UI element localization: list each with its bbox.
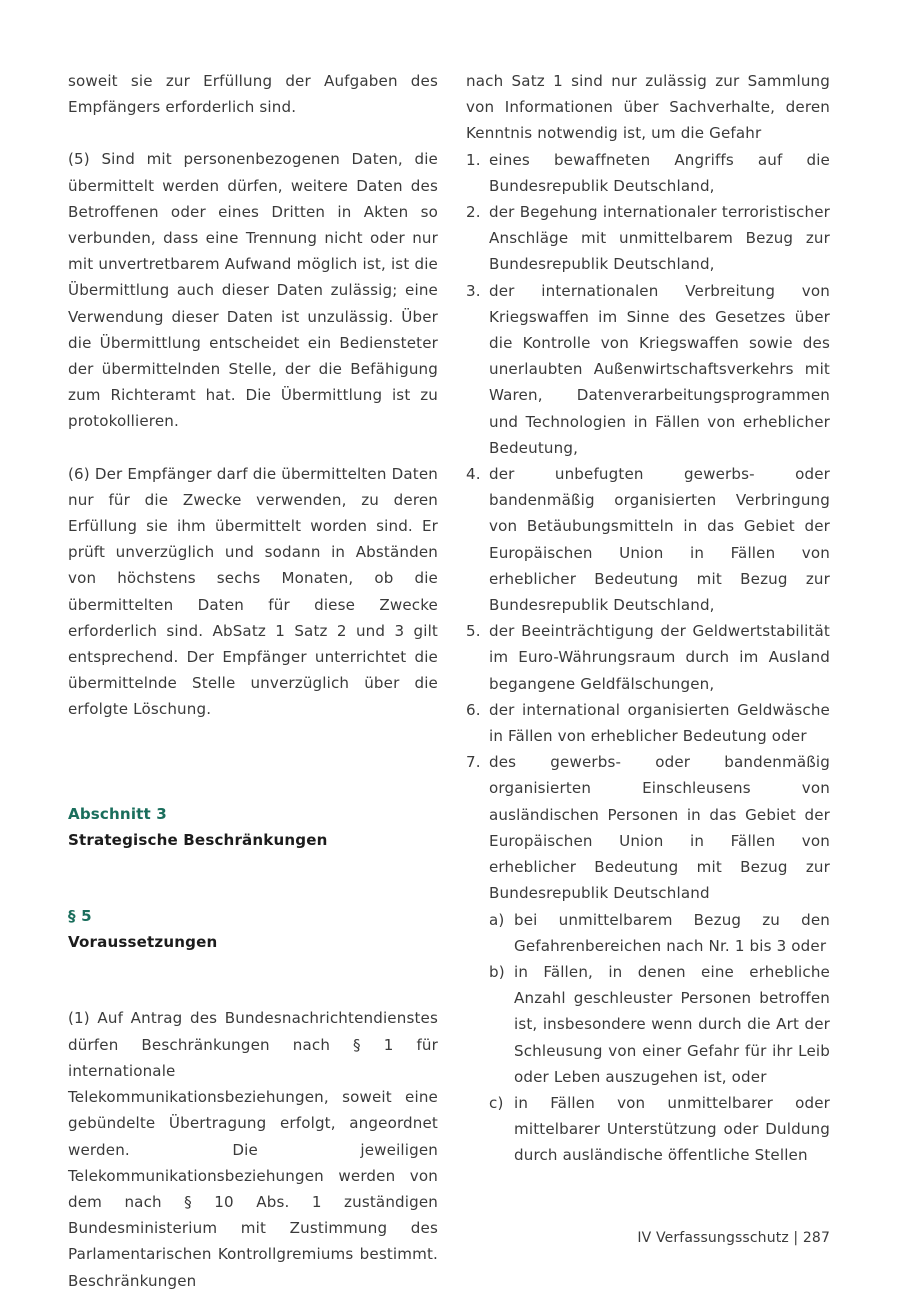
- numbered-list-item: [466, 618, 830, 697]
- lettered-list-item: [489, 907, 830, 959]
- list-item-marker: b): [489, 962, 505, 981]
- lettered-list-item: [489, 959, 830, 1090]
- lettered-sublist: [466, 907, 830, 1169]
- continued-paragraph: soweit sie zur Erfüllung der Aufgaben des Empfängers erforderlich sind.: [68, 72, 438, 117]
- list-lead-in: nach Satz 1 sind nur zulässig zur Sammlung von Informationen über Sachverhalte, deren Kenntnis notwendig ist, um die Gefahr: [466, 72, 830, 143]
- spacer-between-headings: [68, 853, 438, 903]
- right-text-column: [466, 68, 830, 1169]
- list-item-text: bei unmittelbarem Bezug zu den Gefahrenbereichen nach Nr. 1 bis 3 oder: [514, 910, 830, 955]
- numbered-list-item: [466, 697, 830, 749]
- left-text-column: [68, 68, 438, 1294]
- list-item-marker: 1.: [466, 150, 481, 169]
- list-item-text: der Begehung internationaler terroristischer Anschläge mit unmittelbarem Bezug zur Bundesrepublik Deutschland,: [489, 203, 830, 274]
- numbered-list-item: [466, 461, 830, 618]
- paragraph-1: (1) Auf Antrag des Bundesnachrichtendienstes dürfen Beschränkungen nach § 1 für internationale Telekommunikationsbeziehungen, soweit eine gebündelte Übertragung erfolgt, angeordnet werden. Die jeweiligen Telekommunikationsbeziehungen werden von dem nach § 10 Abs. 1 zuständigen Bundesministerium mit Zustimmung des Parlamentarischen Kontrollgremiums bestimmt. Beschränkungen: [68, 1009, 438, 1290]
- paragraph-5: (5) Sind mit personenbezogenen Daten, die übermittelt werden dürfen, weitere Daten des Betroffenen oder eines Dritten in Akten so verbunden, dass eine Trennung nicht oder nur mit unvertretbarem Aufwand möglich ist, ist die Übermittlung auch dieser Daten zulässig; eine Verwendung dieser Daten ist unzulässig. Über die Übermittlung entscheidet ein Bediensteter der übermittelnden Stelle, der die Befähigung zum Richteramt hat. Die Übermittlung ist zu protokollieren.: [68, 150, 438, 431]
- list-item-text: des gewerbs- oder bandenmäßig organisierten Einschleusens von ausländischen Personen in das Gebiet der Europäischen Union in Fällen von erheblicher Bedeutung mit Bezug zur Bundesrepublik Deutschland: [489, 753, 830, 903]
- list-item-text: eines bewaffneten Angriffs auf die Bundesrepublik Deutschland,: [489, 150, 830, 195]
- list-item-marker: a): [489, 910, 505, 929]
- paragraph-heading-block: [68, 903, 438, 955]
- list-item-marker: 6.: [466, 700, 481, 719]
- list-item-marker: 3.: [466, 281, 481, 300]
- paragraph-6: (6) Der Empfänger darf die übermittelten Daten nur für die Zwecke verwenden, zu deren Erfüllung sie ihm übermittelt worden sind. Er prüft unverzüglich und sodann in Abständen von höchstens sechs Monaten, ob die übermittelten Daten für diese Zwecke erforderlich sind. AbSatz 1 Satz 2 und 3 gilt entsprechend. Der Empfänger unterrichtet die übermittelnde Stelle unverzüglich über die erfolgte Löschung.: [68, 464, 438, 719]
- numbered-list-item: [466, 199, 830, 278]
- list-item-text: der international organisierten Geldwäsche in Fällen von erheblicher Bedeutung oder: [489, 700, 830, 746]
- section-heading-title: Strategische Beschränkungen: [68, 830, 328, 849]
- numbered-list-item: [466, 147, 830, 199]
- paragraph-heading-label: § 5: [68, 907, 92, 926]
- list-item-marker: 5.: [466, 622, 481, 641]
- numbered-list: [466, 147, 830, 907]
- list-item-text: in Fällen von unmittelbarer oder mittelbarer Unterstützung oder Duldung durch ausländische öffentliche Stellen: [514, 1093, 830, 1165]
- numbered-list-item: [466, 749, 830, 906]
- page-footer: IV Verfassungsschutz | 287: [637, 1230, 830, 1246]
- list-item-marker: c): [489, 1093, 504, 1112]
- lettered-list-item: [489, 1090, 830, 1169]
- numbered-list-item: [466, 278, 830, 461]
- list-item-text: der unbefugten gewerbs- oder bandenmäßig organisierten Verbringung von Betäubungsmitteln in das Gebiet der Europäischen Union in Fällen von erheblicher Bedeutung mit Bezug zur Bundesrepublik Deutschland,: [489, 465, 830, 615]
- section-heading-label: Abschnitt 3: [68, 804, 167, 823]
- list-item-text: der Beeinträchtigung der Geldwertstabilität im Euro-Währungsraum durch im Ausland begangene Geldfälschungen,: [489, 622, 830, 693]
- list-item-marker: 7.: [466, 753, 481, 772]
- list-item-text: der internationalen Verbreitung von Kriegswaffen im Sinne des Gesetzes über die Kontrolle von Kriegswaffen sowie des unerlaubten Außenwirtschaftsverkehrs mit Waren, Datenverarbeitungsprogrammen und Technologien in Fällen von erheblicher Bedeutung,: [489, 281, 830, 457]
- spacer-before-section-heading: [68, 749, 438, 801]
- section-heading-block: [68, 801, 438, 853]
- list-item-marker: 4.: [466, 465, 481, 484]
- list-item-text: in Fällen, in denen eine erhebliche Anzahl geschleuster Personen betroffen ist, insbesondere wenn durch die Art der Schleusung von einer Gefahr für ihr Leib oder Leben auszugehen ist, oder: [514, 962, 830, 1086]
- paragraph-heading-title: Voraussetzungen: [68, 933, 218, 952]
- spacer-after-heading: [68, 955, 438, 1005]
- list-item-marker: 2.: [466, 203, 481, 222]
